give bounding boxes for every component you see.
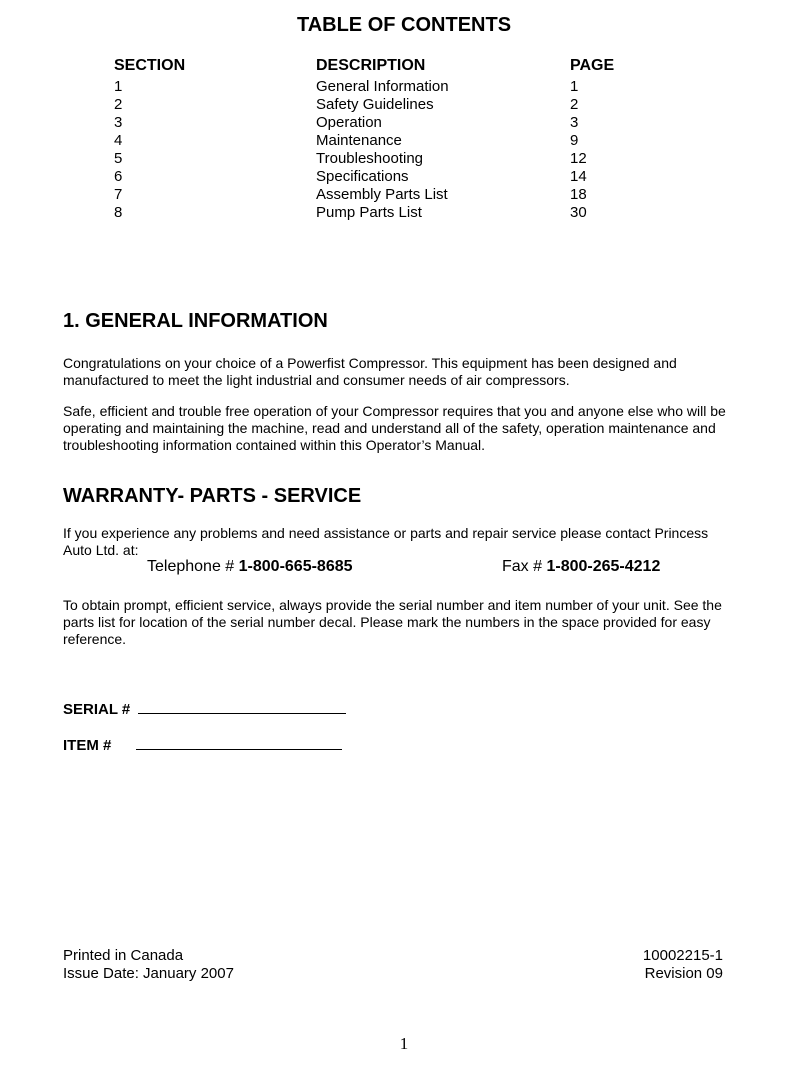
fax-line (502, 558, 660, 576)
general-info-heading: 1. GENERAL INFORMATION (63, 310, 328, 332)
toc-header-section: SECTION (114, 57, 186, 74)
toc-page: 18 (570, 186, 587, 203)
warranty-paragraph: If you experience any problems and need assistance or parts and repair service please contact Princess Auto Ltd. at: (63, 525, 709, 558)
fax-label: Fax # (502, 558, 543, 575)
toc-row (114, 132, 634, 150)
toc-row (114, 168, 634, 186)
item-label: ITEM # (63, 737, 112, 754)
general-info-paragraph: Congratulations on your choice of a Powerfist Compressor. This equipment has been designed and manufactured to meet the light industrial and consumer needs of air compressors. (63, 355, 677, 388)
toc-row (114, 78, 634, 96)
toc-section: 5 (114, 150, 123, 167)
toc-description: Troubleshooting (316, 150, 424, 167)
telephone-line (147, 558, 353, 576)
toc-row (114, 204, 634, 222)
toc-section: 1 (114, 78, 123, 95)
general-info-paragraph: Safe, efficient and trouble free operation of your Compressor requires that you and anyone else who will be operating and maintaining the machine, read and understand all of the safety, operation maintenance and troubleshooting information contained within this Operator’s Manual. (63, 403, 726, 453)
toc-header-row (114, 57, 634, 78)
toc-page: 14 (570, 168, 587, 185)
toc-section: 4 (114, 132, 123, 149)
toc-description: Specifications (316, 168, 409, 185)
serial-field (63, 699, 346, 718)
telephone-number: 1-800-665-8685 (238, 558, 353, 575)
service-paragraph: To obtain prompt, efficient service, always provide the serial number and item number of your unit. See the parts list for location of the serial number decal. Please mark the numbers in the space provided for easy reference. (63, 597, 722, 647)
toc-header-page: PAGE (570, 57, 615, 74)
toc-title: TABLE OF CONTENTS (296, 14, 512, 36)
toc-header-description: DESCRIPTION (316, 57, 426, 74)
item-blank-line (136, 735, 342, 750)
item-field (63, 735, 342, 754)
footer-left (63, 947, 234, 983)
issue-date: Issue Date: January 2007 (63, 965, 234, 982)
printed-in: Printed in Canada (63, 947, 184, 964)
document-number: 10002215-1 (642, 947, 723, 964)
page-number: 1 (399, 1034, 409, 1053)
fax-number: 1-800-265-4212 (546, 558, 661, 575)
telephone-label: Telephone # (147, 558, 235, 575)
toc-page: 30 (570, 204, 587, 221)
toc-section: 2 (114, 96, 123, 113)
toc-row (114, 186, 634, 204)
toc-section: 6 (114, 168, 123, 185)
warranty-heading: WARRANTY- PARTS - SERVICE (63, 485, 362, 507)
toc-page: 12 (570, 150, 587, 167)
toc-description: Pump Parts List (316, 204, 422, 221)
serial-label: SERIAL # (63, 701, 131, 718)
toc-row (114, 114, 634, 132)
toc-page: 1 (570, 78, 579, 95)
toc-section: 8 (114, 204, 123, 221)
toc-page: 2 (570, 96, 579, 113)
toc-description: Assembly Parts List (316, 186, 448, 203)
footer-right (643, 947, 723, 983)
revision: Revision 09 (644, 965, 723, 982)
toc-description: General Information (316, 78, 449, 95)
toc-page: 9 (570, 132, 579, 149)
toc-section: 7 (114, 186, 123, 203)
toc-page: 3 (570, 114, 579, 131)
toc-table (114, 57, 634, 222)
toc-row (114, 96, 634, 114)
toc-description: Operation (316, 114, 382, 131)
toc-section: 3 (114, 114, 123, 131)
toc-description: Safety Guidelines (316, 96, 434, 113)
toc-row (114, 150, 634, 168)
toc-description: Maintenance (316, 132, 402, 149)
serial-blank-line (138, 699, 346, 714)
